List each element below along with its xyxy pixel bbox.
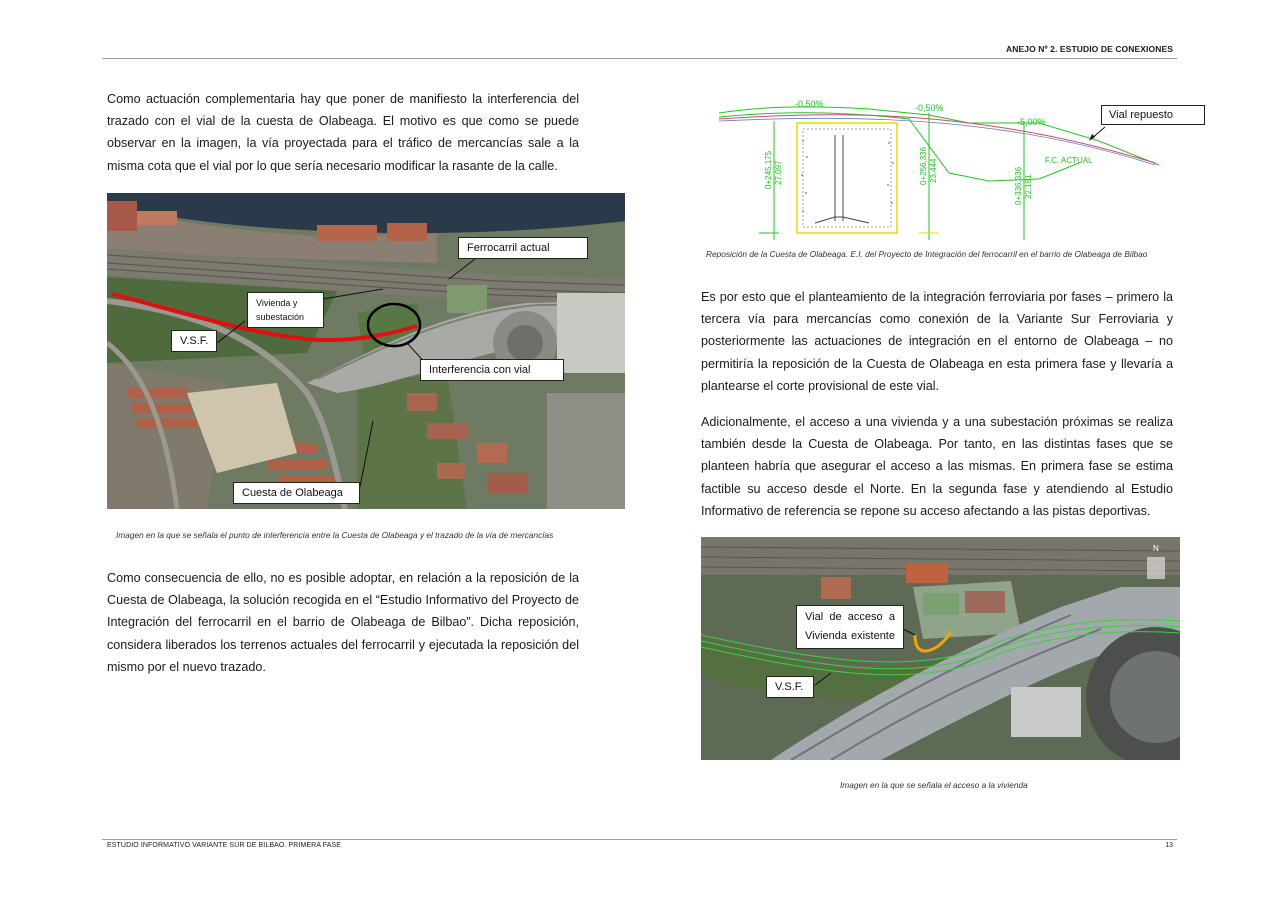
cad-slope-3: -5,00% [1017, 117, 1046, 127]
figure1-caption: Imagen en la que se señala el punto de interferencia entre la Cuesta de Olabeaga y el trazado de la vía de mercancías [116, 530, 554, 540]
compass-north: N [1153, 544, 1159, 553]
label-interferencia-vial: Interferencia con vial [420, 359, 564, 381]
label-vivienda-subestacion: Vivienda y subestación [247, 292, 324, 328]
paragraph-interference: Como actuación complementaria hay que poner de manifiesto la interferencia del trazado con el vial de la cuesta de Olabeaga. El motivo es que como se puede observar en la imagen, la vía proyectada para el tráfico de mercancías sale a la misma cota que el vial por lo que sería necesario modificar la rasante de la calle. [107, 92, 579, 173]
cad-station-1: 0+245,175 [764, 150, 773, 189]
label-vsf: V.S.F. [171, 330, 217, 352]
label-vial-acceso-vivienda: Vial de acceso a Vivienda existente [796, 605, 904, 649]
figure2-caption: Reposición de la Cuesta de Olabeaga. E.I. del Proyecto de Integración del ferrocarril en el barrio de Olabeaga de Bilbao [706, 249, 1148, 259]
cad-slope-2: -0,50% [915, 103, 944, 113]
paragraph-phases: Es por esto que el planteamiento de la integración ferroviaria por fases – primero la tercera vía para mercancías como conexión de la Variante Sur Ferroviaria y posteriormente las actuaciones de integración en el entorno de Olabeaga – no permitiría la reposición de la Cuesta de Olabeaga en esta primera fase y llevaría a plantearse el corte provisional de este vial. [701, 290, 1173, 393]
label-vial-repuesto: Vial repuesto [1101, 105, 1205, 125]
cad-height-1: 27,097 [774, 160, 783, 185]
page-number: 13 [1165, 842, 1173, 849]
cad-slope-1: -0,50% [795, 99, 824, 109]
header-title: ANEJO Nº 2. ESTUDIO DE CONEXIONES [1006, 44, 1173, 54]
footer-title: ESTUDIO INFORMATIVO VARIANTE SUR DE BILBAO. PRIMERA FASE [107, 842, 342, 849]
cad-height-3: 22,181 [1024, 174, 1033, 199]
cad-station-2: 0+256,336 [919, 146, 928, 185]
cad-profile-drawing [719, 93, 1206, 240]
header-rule [102, 58, 1177, 59]
cad-fc-actual: F.C. ACTUAL [1045, 156, 1093, 165]
label-cuesta-olabeaga: Cuesta de Olabeaga [233, 482, 360, 504]
paragraph-consequence: Como consecuencia de ello, no es posible adoptar, en relación a la reposición de la Cuesta de Olabeaga, la solución recogida en el “Estudio Informativo del Proyecto de Integración del ferrocarril en el barrio de Olabeaga de Bilbao”. Dicha reposición, considera liberados los terrenos actuales del ferrocarril y ejecutada la reposición del mismo por el nuevo trazado. [107, 571, 579, 674]
label-ferrocarril-actual: Ferrocarril actual [458, 237, 588, 259]
figure3-caption: Imagen en la que se señala el acceso a la vivienda [840, 780, 1028, 790]
aerial-access-graphic [701, 537, 1180, 760]
label-vsf-access: V.S.F. [766, 676, 814, 698]
aerial-photo-access [701, 537, 1180, 760]
paragraph-access: Adicionalmente, el acceso a una vivienda y a una subestación próximas se realiza también desde la Cuesta de Olabeaga. Por tanto, en las distintas fases que se planteen habría que asegurar el acceso a las mismas. En primera fase se estima factible su acceso desde el Norte. En la segunda fase y atendiendo al Estudio Informativo de referencia se repone su acceso afectando a las pistas deportivas. [701, 415, 1173, 518]
cad-height-2: 23,444 [929, 158, 938, 183]
footer-rule [102, 839, 1177, 840]
aerial-photo-olabeaga [107, 193, 625, 509]
cad-station-3: 0+336,336 [1014, 166, 1023, 205]
